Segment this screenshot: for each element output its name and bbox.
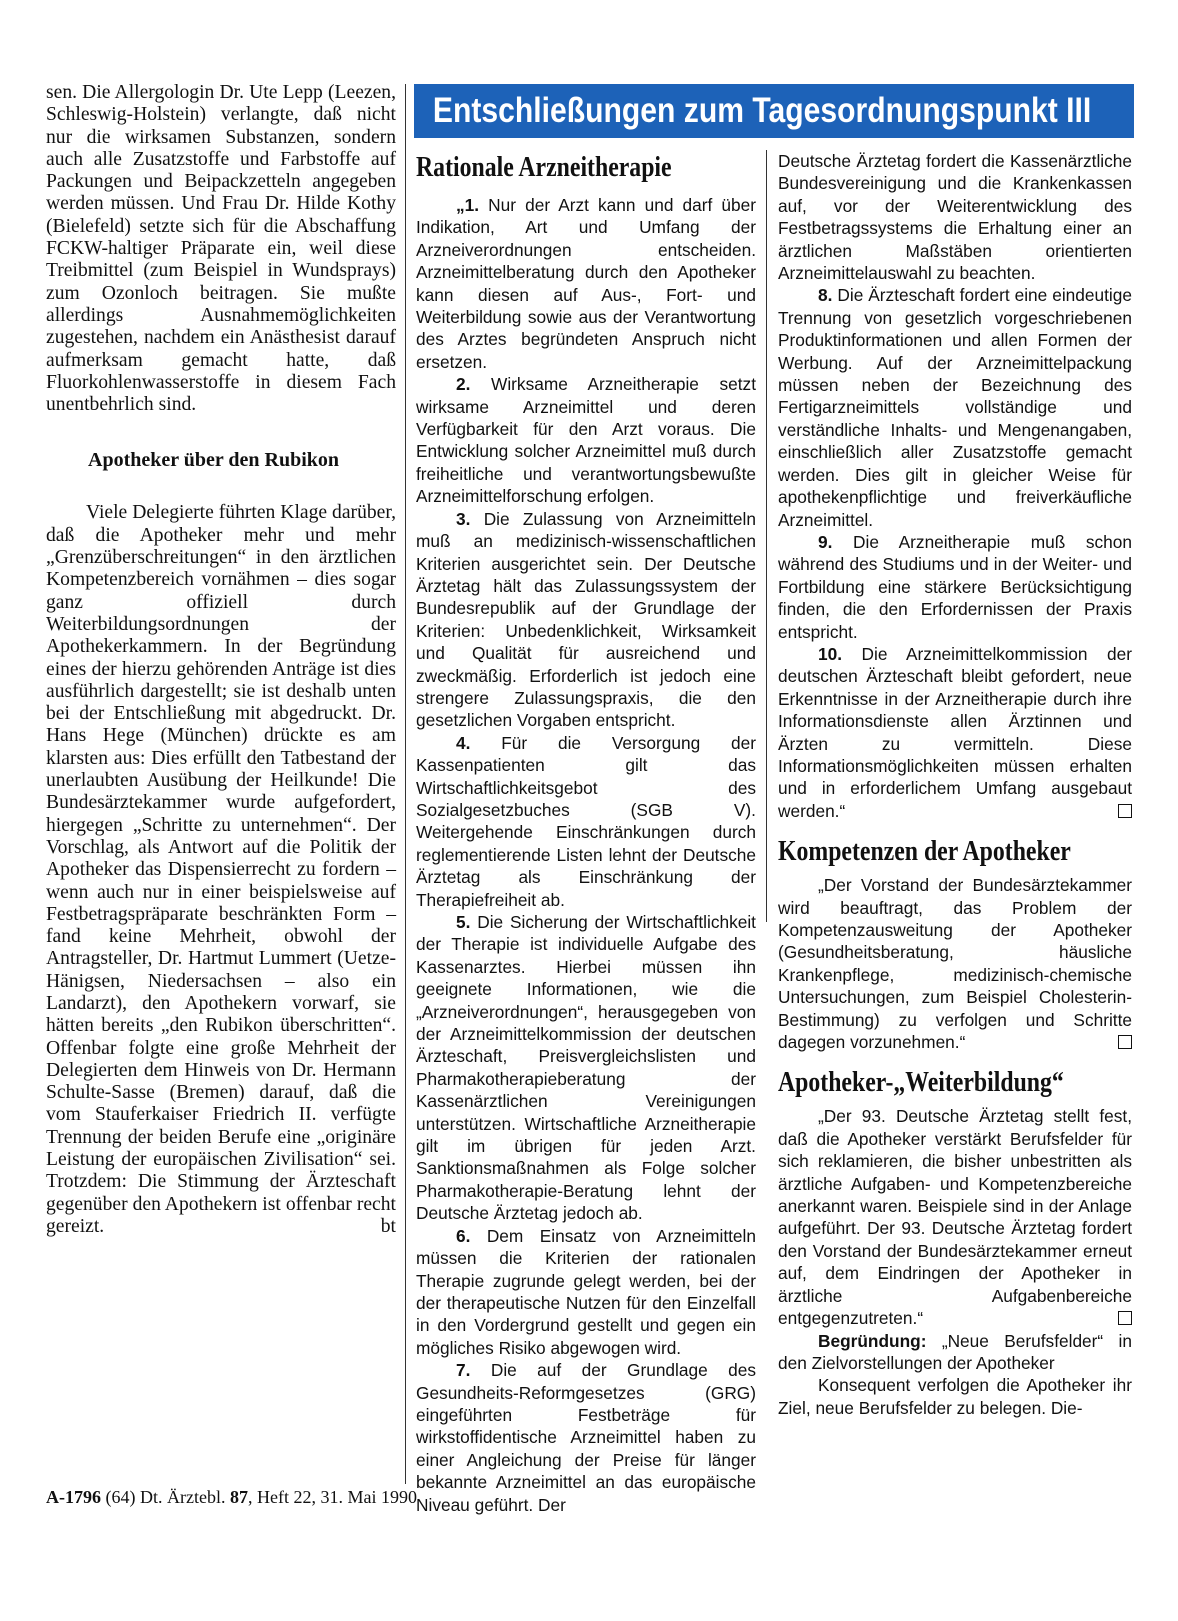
volume-number: 87 xyxy=(229,1487,248,1507)
end-mark-icon xyxy=(1118,804,1132,818)
paragraph-text: „Der 93. Deutsche Ärztetag stellt fest, daß die Apotheker verstärkt Berufsfelder für sich reklamieren, die bisher unbestritten als ärztliche Aufgaben- und Kompetenzbereiche anerkannt waren. Beispiele sind in der Anlage aufgeführt. Der 93. Deutsche Ärztetag fordert den Vorstand der Bundesärztekammer erneut auf, dem Eindringen der Apotheker in ärztliche Aufgabenbereiche entgegenzutreten.“ xyxy=(778,1106,1132,1329)
list-item xyxy=(416,911,756,1225)
reason-text: „Neue Berufsfelder“ in den Zielvorstellungen der Apotheker xyxy=(778,1330,1132,1373)
item-number: „1. xyxy=(456,195,480,215)
end-mark-icon xyxy=(1118,1311,1132,1325)
item-number: 4. xyxy=(456,732,471,753)
item-text: Die auf der Grundlage des Gesundheits-Reformgesetzes (GRG) eingeführten Festbeträge für wirkstoffidentische Arzneimittel haben zu einer Angleichung der Preise für länger bekannte Arzneimittel an das europäische Niveau geführt. Der xyxy=(416,1360,756,1515)
column-divider xyxy=(405,84,406,1484)
item-text: Die Arzneimittelkommission der deutschen Ärzteschaft bleibt gefordert, neue Erkenntnisse in der Arzneitherapie durch ihre Informationsdienste allen Ärztinnen und Ärzten zu vermitteln. Diese Informationsmöglichkeiten müssen erhalten und in erforderlichem Umfang ausgebaut werden.“ xyxy=(778,643,1132,821)
item-number: 3. xyxy=(456,508,471,529)
item-number: 7. xyxy=(456,1360,471,1381)
article-paragraph: Konsequent verfolgen die Apotheker ihr Ziel, neue Berufsfelder zu belegen. Die- xyxy=(778,1375,1132,1418)
reason-label: Begründung: xyxy=(818,1330,927,1351)
subheading: Apotheker über den Rubikon xyxy=(88,449,339,472)
page-number: A-1796 xyxy=(46,1487,101,1507)
right-column xyxy=(778,150,1132,1419)
end-mark-icon xyxy=(1118,1035,1132,1049)
item-text: Die Ärzteschaft fordert eine eindeutige Trennung von gesetzlich vorgeschriebenen Produktinformationen und allen Formen der Werbung. Auf der Arzneimittelpackung müssen neben der Bezeichnung des Fertigarzneimittels vollständige und verständliche Inhalts- und Mengenangaben, einschließlich aller Zusatzstoffe gemacht werden. Dies gilt in gleicher Weise für apothekenpflichtige und freiverkäufliche Arzneimittel. xyxy=(778,285,1132,530)
footer-text: , Heft 22, 31. Mai 1990 xyxy=(247,1487,417,1507)
list-item xyxy=(778,643,1132,822)
middle-column xyxy=(416,150,756,1516)
banner-title: Entschließungen zum Tagesordnungspunkt III xyxy=(432,91,1092,130)
continued-paragraph: Deutsche Ärztetag fordert die Kassenärztliche Bundesvereinigung und die Krankenkassen auf, vor der Weiterentwicklung des Festbetragssystems die Erhaltung einer an ärztlichen Maßstäben orientierten Arzneimittelauswahl zu beachten. xyxy=(778,151,1132,284)
list-item xyxy=(416,1359,756,1516)
list-item xyxy=(416,508,756,732)
item-number: 9. xyxy=(818,531,833,552)
item-number: 2. xyxy=(456,374,471,395)
paragraph-text: „Der Vorstand der Bundesärztekammer wird beauftragt, das Problem der Kompetenzausweitung der Apotheker (Gesundheitsberatung, häusliche Krankenpflege, medizinisch-chemische Untersuchungen, zum Beispiel Cholesterin-Bestimmung) zu verfolgen und Schritte dagegen vorzunehmen.“ xyxy=(778,875,1132,1053)
item-number: 6. xyxy=(456,1225,471,1246)
item-text: Die Sicherung der Wirtschaftlichkeit der Therapie ist individuelle Aufgabe des Kassenarztes. Hierbei müssen ihn geeignete Informationen, wie die „Arzneiverordnungen“, herausgegeben von der Arzneimittelkommission der deutschen Ärzteschaft, Preisvergleichslisten und Pharmakotherapieberatung der Kassenärztlichen Vereinigungen unterstützen. Wirtschaftliche Arzneitherapie gilt im übrigen für jeden Arzt. Sanktionsmaßnahmen als Folge solcher Pharmakotherapie-Beratung lehnt der Deutsche Ärztetag jedoch ab. xyxy=(416,912,756,1224)
article-paragraph xyxy=(46,502,396,1238)
author-signature: bt xyxy=(380,1215,396,1237)
item-text: Nur der Arzt kann und darf über Indikation, Art und Umfang der Arzneiverordnungen entscheiden. Arzneimittelberatung durch den Apotheker kann diesen auf Aus-, Fort- und Weiterbildung sowie aus der Verantwortung des Arztes begründeten Anspruch nicht ersetzen. xyxy=(416,195,756,372)
item-text: Die Zulassung von Arzneimitteln muß an medizinisch-wissenschaftlichen Kriterien ausgerichtet sein. Der Deutsche Ärztetag hält das Zulassungssystem der Bundesrepublik auf der Grundlage der Kriterien: Unbedenklichkeit, Wirksamkeit und Qualität für ausreichend und zweckmäßig. Erforderlich ist jedoch eine strengere Zulassungspraxis, die den gesetzlichen Vorgaben entspricht. xyxy=(416,508,756,731)
section-banner xyxy=(414,84,1134,138)
item-text: Die Arzneitherapie muß schon während des Studiums und in der Weiter- und Fortbildung eine stärkere Berücksichtigung finden, die den Erfordernissen der Praxis entspricht. xyxy=(778,531,1132,642)
list-item xyxy=(416,1225,756,1359)
article-paragraph xyxy=(778,874,1132,1053)
item-number: 8. xyxy=(818,285,833,306)
page-footer xyxy=(46,1487,417,1508)
list-item xyxy=(416,732,756,911)
item-text: Für die Versorgung der Kassenpatienten gilt das Wirtschaftlichkeitsgebot des Sozialgesetzbuches (SGB V). Weitergehende Einschränkungen durch reglementierende Listen lehnt der Deutsche Ärztetag als Einschränkung der Therapiefreiheit ab. xyxy=(416,732,756,910)
reason-paragraph xyxy=(778,1330,1132,1375)
footer-text: (64) Dt. Ärztebl. xyxy=(101,1487,230,1507)
list-item xyxy=(416,194,756,373)
section-heading: Apotheker-„Weiterbildung“ xyxy=(778,1066,1064,1099)
article-text: Viele Delegierte führten Klage darüber, daß die Apotheker mehr und mehr „Grenzüberschreitungen“ in den ärztlichen Kompetenzbereich vornähmen – dies sogar ganz offiziell durch Weiterbildungsordnungen der Apothekerkammern. In der Begründung eines der hierzu gehörenden Anträge ist dies ausführlich dargestellt; sie ist deshalb unten bei der Entschließung mit abgedruckt. Dr. Hans Hege (München) drückte es am klarsten aus: Dies erfüllt den Tatbestand der unerlaubten Ausübung der Heilkunde! Die Bundesärztekammer wurde aufgefordert, hiergegen „Schritte zu unternehmen“. Der Vorschlag, als Antwort auf die Politik der Apotheker das Dispensierrecht zu fordern – wenn auch nur in einer beispielsweise auf Festbetragspräparate beschränkten Form – fand keine Mehrheit, obwohl der Antragsteller, Dr. Hartmut Lummert (Uetze-Hänigsen, Niedersachsen – also ein Landarzt), den Apothekern vorwarf, sie hätten bereits „den Rubikon überschritten“. Offenbar folgte eine große Mehrheit der Delegierten dem Hinweis von Dr. Hermann Schulte-Sasse (Bremen) darauf, daß die vom Stauferkaiser Friedrich II. verfügte Trennung der beiden Berufe eine „originäre Leistung der europäischen Zivilisation“ sei. Trotzdem: Die Stimmung der Ärzteschaft gegenüber den Apothekern ist offenbar recht gereizt. xyxy=(46,502,396,1237)
item-number: 10. xyxy=(818,643,843,664)
column-divider xyxy=(766,150,767,922)
item-text: Wirksame Arzneitherapie setzt wirksame Arzneimittel und deren Verfügbarkeit für den Arzt voraus. Die Entwicklung solcher Arzneimittel muß durch freiheitliche und verantwortungsbewußte Arzneimittelforschung erfolgen. xyxy=(416,374,756,507)
item-number: 5. xyxy=(456,912,471,932)
article-paragraph xyxy=(778,1105,1132,1329)
left-column xyxy=(46,82,396,1238)
list-item xyxy=(778,531,1132,643)
list-item xyxy=(416,373,756,507)
section-heading: Rationale Arzneitherapie xyxy=(416,151,672,183)
section-heading: Kompetenzen der Apotheker xyxy=(778,835,1071,868)
list-item xyxy=(778,284,1132,530)
item-text: Dem Einsatz von Arzneimitteln müssen die Kriterien der rationalen Therapie zugrunde gelegt werden, bei der der therapeutische Nutzen für den Einzelfall in den Vordergrund gestellt und gegen ein mögliches Risiko abgewogen wird. xyxy=(416,1225,756,1358)
article-paragraph: sen. Die Allergologin Dr. Ute Lepp (Leezen, Schleswig-Holstein) verlangte, daß nicht nur die wirksamen Substanzen, sondern auch alle Zusatzstoffe und Farbstoffe auf Packungen und Beipackzetteln angegeben werden müssen. Und Frau Dr. Hilde Kothy (Bielefeld) setzte sich für die Abschaffung FCKW-haltiger Präparate ein, weil diese Treibmittel (zum Beispiel in Wundsprays) zum Ozonloch beitragen. Sie mußte allerdings Ausnahmemöglichkeiten zugestehen, nachdem ein Anästhesist darauf aufmerksam gemacht hatte, daß Fluorkohlenwasserstoffe in diesem Fach unentbehrlich sind. xyxy=(46,82,396,416)
